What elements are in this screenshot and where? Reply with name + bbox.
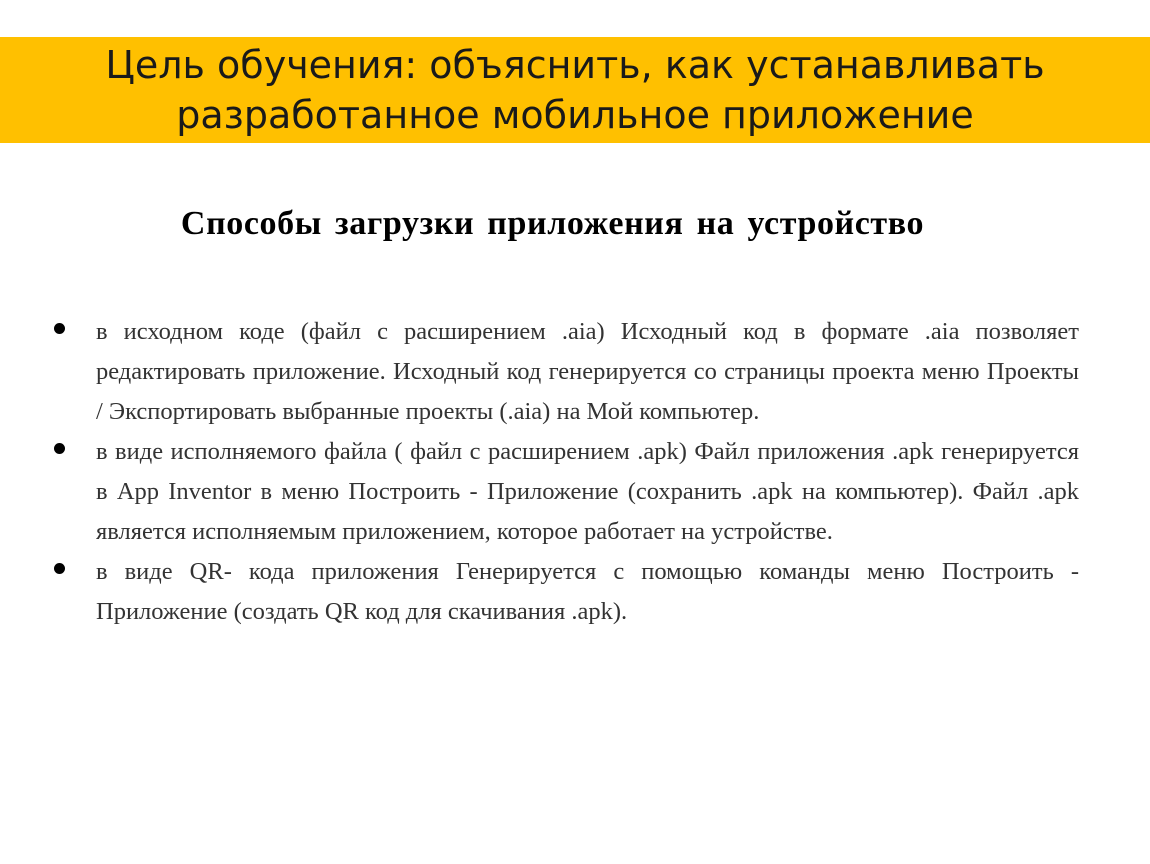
bullet-text: в виде QR- кода приложения Генерируется с помощью команды меню Построить - Приложение (создать QR код для скачивания .apk). xyxy=(96,558,1079,625)
title-banner xyxy=(0,37,1150,143)
bullet-list xyxy=(0,312,1150,632)
slide-title-line-2: разработанное мобильное приложение xyxy=(176,93,974,137)
bullet-icon xyxy=(54,563,65,574)
bullet-text: в виде исполняемого файла ( файл с расширением .apk) Файл приложения .apk генерируется в App Inventor в меню Построить - Приложение (сохранить .apk на компьютер). Файл .apk является исполняемым приложением, которое работает на устройстве. xyxy=(96,438,1079,545)
bullet-icon xyxy=(54,443,65,454)
list-item xyxy=(0,432,1079,552)
bullet-icon xyxy=(54,323,65,334)
section-heading: Способы загрузки приложения на устройство xyxy=(180,205,925,242)
bullet-text: в исходном коде (файл с расширением .aia) Исходный код в формате .aia позволяет редактировать приложение. Исходный код генерируется со страницы проекта меню Проекты / Экспортировать выбранные проекты (.aia) на Мой компьютер. xyxy=(96,318,1079,425)
list-item xyxy=(0,312,1079,432)
slide-title-line-1: Цель обучения: объяснить, как устанавливать xyxy=(105,43,1045,87)
list-item xyxy=(0,552,1079,632)
